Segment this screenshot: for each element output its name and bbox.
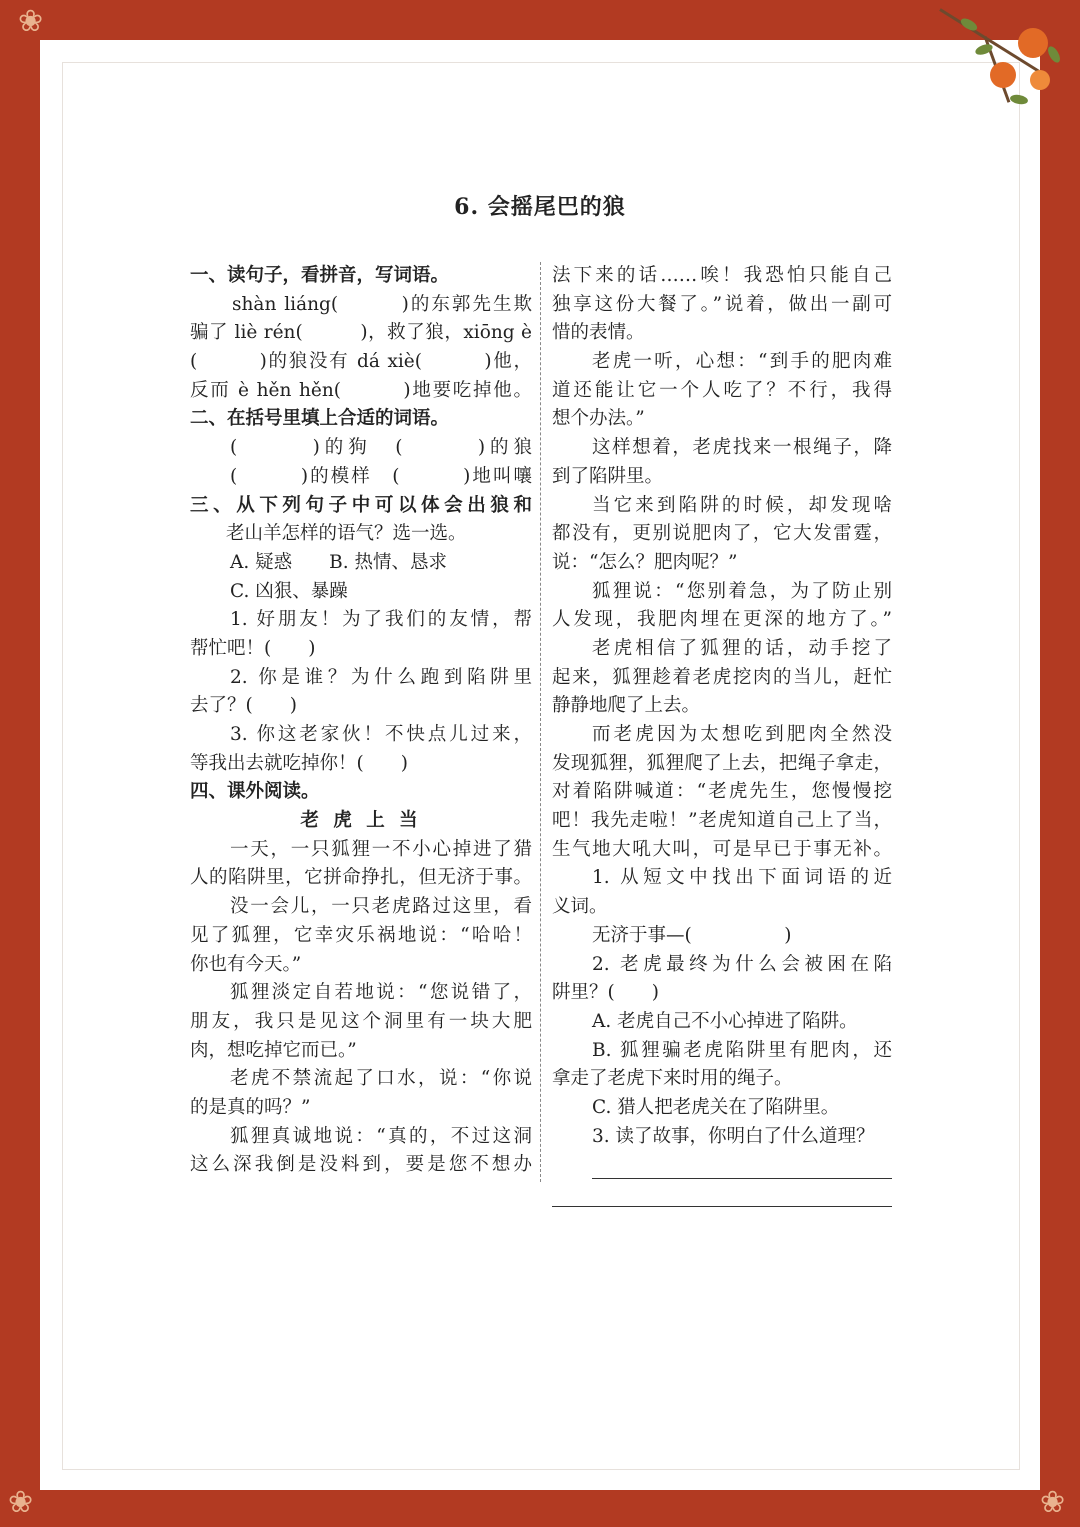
left-text-line: ( )的狗 ( )的狼 <box>230 437 532 459</box>
left-text-line: A. 疑惑 B. 热情、恳求 <box>230 551 447 573</box>
left-text-line: 肉，想吃掉它而已。” <box>190 1039 357 1061</box>
corner-ornament-bottom-right: ❀ <box>1040 1485 1066 1520</box>
right-text-line: 生气地大吼大叫，可是早已于事无补。 <box>552 838 892 860</box>
left-text-line: 老虎不禁流起了口水，说：“你说 <box>230 1068 532 1090</box>
left-text-line: ( )的狼没有 dá xiè( )他， <box>190 351 532 373</box>
right-text-line: 拿走了老虎下来时用的绳子。 <box>552 1068 793 1090</box>
right-text-line: 都没有，更别说肥肉了，它大发雷霆， <box>552 523 892 545</box>
right-text-line: 法下来的话……唉！我恐怕只能自己 <box>552 265 892 286</box>
right-text-line: 狐狸说：“您别着急，为了防止别 <box>592 580 892 602</box>
right-text-line: 而老虎因为太想吃到肥肉全然没 <box>592 724 892 745</box>
page-title: 6. 会摇尾巴的狼 <box>454 194 626 220</box>
right-text-line: 这样想着，老虎找来一根绳子，降 <box>592 437 892 459</box>
right-text-line: 3. 读了故事，你明白了什么道理？ <box>592 1125 875 1147</box>
right-text-line: 说：“怎么？肥肉呢？” <box>552 551 738 573</box>
left-text-line: 骗了 liè rén( )，救了狼，xiōng è <box>190 322 532 344</box>
left-text-line: 没一会儿，一只老虎路过这里，看 <box>230 896 532 918</box>
right-text-line: 当它来到陷阱的时候，却发现啥 <box>592 494 892 516</box>
left-text-line: 3. 你这老家伙！不快点儿过来， <box>230 724 532 745</box>
left-text-line: 人的陷阱里，它拼命挣扎，但无济于事。 <box>190 867 532 889</box>
left-column <box>190 262 532 1180</box>
right-text-line: C. 猎人把老虎关在了陷阱里。 <box>592 1096 840 1118</box>
left-text-line: 这么深我倒是没料到，要是您不想办 <box>190 1154 532 1176</box>
left-text-line: 三、从下列句子中可以体会出狼和 <box>190 494 532 516</box>
left-text-line: C. 凶狠、暴躁 <box>230 580 348 602</box>
left-text-line: 狐狸真诚地说：“真的，不过这洞 <box>230 1125 532 1147</box>
right-text-line: 义词。 <box>552 896 608 918</box>
right-text-line: 1. 从短文中找出下面词语的近 <box>592 867 892 889</box>
right-text-line: 人发现，我肥肉埋在更深的地方了。” <box>552 609 892 631</box>
left-text-line: ( )的模样 ( )地叫嚷 <box>230 465 532 487</box>
right-text-line: 道还能让它一个人吃了？不行，我得 <box>552 379 892 401</box>
left-text-line: 一天，一只狐狸一不小心掉进了猎 <box>230 838 532 860</box>
left-text-line: 老 虎 上 当 <box>300 810 422 832</box>
left-text-line: 帮忙吧！( ) <box>190 637 316 659</box>
right-text-line: 老虎相信了狐狸的话，动手挖了 <box>592 637 892 659</box>
left-text-line: 反而 è hěn hěn( )地要吃掉他。 <box>190 379 532 401</box>
right-column <box>552 262 892 1207</box>
left-text-line: 老山羊怎样的语气？选一选。 <box>226 523 467 545</box>
corner-ornament-top-left: ❀ <box>18 4 44 39</box>
right-text-line: 老虎一听，心想：“到手的肥肉难 <box>592 351 892 373</box>
left-text-line: 一、读句子，看拼音，写词语。 <box>190 265 450 286</box>
right-text-line: 起来，狐狸趁着老虎挖肉的当儿，赶忙 <box>552 666 892 688</box>
answer-line-2[interactable] <box>552 1179 892 1207</box>
right-text-line: 2. 老虎最终为什么会被困在陷 <box>592 953 892 975</box>
left-text-line: 见了狐狸，它幸灾乐祸地说：“哈哈！ <box>190 924 532 946</box>
right-text-line: 阱里？( ) <box>552 982 659 1004</box>
right-text-line: 到了陷阱里。 <box>552 465 664 487</box>
left-text-line: 去了？( ) <box>190 695 297 717</box>
left-text-line: 2. 你是谁？为什么跑到陷阱里 <box>230 666 532 688</box>
left-text-line: 的是真的吗？” <box>190 1096 311 1118</box>
right-text-line: 惜的表情。 <box>552 322 645 344</box>
left-text-line: shàn liáng( )的东郭先生欺 <box>232 293 532 315</box>
right-text-line: 想个办法。” <box>552 408 645 430</box>
left-text-line: 狐狸淡定自若地说：“您说错了， <box>230 982 532 1004</box>
left-text-line: 四、课外阅读。 <box>190 781 320 803</box>
left-text-line: 1. 好朋友！为了我们的友情，帮 <box>230 609 532 631</box>
column-divider <box>540 262 541 1182</box>
right-text-line: A. 老虎自己不小心掉进了陷阱。 <box>592 1010 858 1032</box>
left-text-line: 朋友，我只是见这个洞里有一块大肥 <box>190 1010 532 1032</box>
right-text-line: B. 狐狸骗老虎陷阱里有肥肉，还 <box>592 1039 892 1061</box>
corner-ornament-bottom-left: ❀ <box>8 1485 34 1520</box>
left-text-line: 二、在括号里填上合适的词语。 <box>190 408 450 430</box>
left-text-line: 你也有今天。” <box>190 953 302 975</box>
right-text-line: 无济于事—( ) <box>592 924 792 946</box>
answer-line-1[interactable] <box>592 1151 892 1179</box>
right-text-line: 吧！我先走啦！”老虎知道自己上了当， <box>552 810 892 832</box>
right-text-line: 发现狐狸，狐狸爬了上去，把绳子拿走， <box>552 752 892 774</box>
right-text-line: 对着陷阱喊道：“老虎先生，您慢慢挖 <box>552 781 892 803</box>
left-text-line: 等我出去就吃掉你！( ) <box>190 752 408 774</box>
right-text-line: 静静地爬了上去。 <box>552 695 701 717</box>
right-text-line: 独享这份大餐了。”说着，做出一副可 <box>552 293 892 315</box>
